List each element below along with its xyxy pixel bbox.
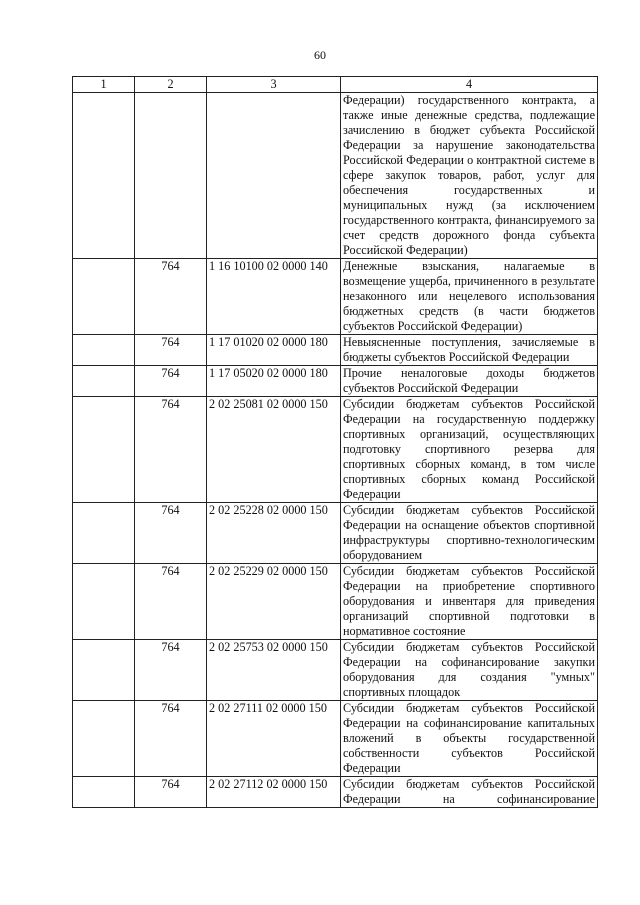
row-cell-income-code: 2 02 25081 02 0000 150 xyxy=(207,397,341,503)
table-row xyxy=(73,503,598,564)
row-cell-income-code: 1 16 10100 02 0000 140 xyxy=(207,259,341,335)
header-col-3: 3 xyxy=(207,77,341,93)
row-cell-income-code: 2 02 25229 02 0000 150 xyxy=(207,564,341,640)
row-cell-income-code xyxy=(207,93,341,259)
row-cell-description: Прочие неналоговые доходы бюджетов субъектов Российской Федерации xyxy=(341,366,598,397)
row-cell-admin-code: 764 xyxy=(135,259,207,335)
row-cell-description: Федерации) государственного контракта, а также иные денежные средства, подлежащие зачислению в бюджет субъекта Российской Федерации за нарушение законодательства Российской Федерации о контрактной системе в сфере закупок товаров, работ, услуг для обеспечения государственных и муниципальных нужд (за исключением государственного контракта, финансируемого за счет средств дорожного фонда субъекта Российской Федерации) xyxy=(341,93,598,259)
table-row xyxy=(73,259,598,335)
row-cell-col1 xyxy=(73,503,135,564)
table-row xyxy=(73,366,598,397)
row-cell-income-code: 2 02 25228 02 0000 150 xyxy=(207,503,341,564)
row-cell-admin-code: 764 xyxy=(135,503,207,564)
row-cell-description: Субсидии бюджетам субъектов Российской Федерации на оснащение объектов спортивной инфраструктуры спортивно-технологическим оборудованием xyxy=(341,503,598,564)
row-cell-admin-code: 764 xyxy=(135,335,207,366)
row-cell-description: Денежные взыскания, налагаемые в возмещение ущерба, причиненного в результате незаконного или нецелевого использования бюджетных средств (в части бюджетов субъектов Российской Федерации) xyxy=(341,259,598,335)
row-cell-admin-code: 764 xyxy=(135,777,207,808)
header-col-2: 2 xyxy=(135,77,207,93)
row-cell-income-code: 2 02 25753 02 0000 150 xyxy=(207,640,341,701)
table-row xyxy=(73,335,598,366)
budget-codes-table xyxy=(72,76,598,808)
page-number: 60 xyxy=(314,48,326,62)
row-cell-admin-code: 764 xyxy=(135,564,207,640)
row-cell-col1 xyxy=(73,397,135,503)
row-cell-col1 xyxy=(73,701,135,777)
row-cell-col1 xyxy=(73,366,135,397)
row-cell-income-code: 2 02 27112 02 0000 150 xyxy=(207,777,341,808)
table-row xyxy=(73,777,598,808)
row-cell-income-code: 1 17 05020 02 0000 180 xyxy=(207,366,341,397)
table-row xyxy=(73,701,598,777)
row-cell-col1 xyxy=(73,335,135,366)
table-header-row xyxy=(73,77,598,93)
row-cell-admin-code: 764 xyxy=(135,640,207,701)
header-col-4: 4 xyxy=(341,77,598,93)
row-cell-description: Невыясненные поступления, зачисляемые в бюджеты субъектов Российской Федерации xyxy=(341,335,598,366)
header-col-1: 1 xyxy=(73,77,135,93)
row-cell-income-code: 2 02 27111 02 0000 150 xyxy=(207,701,341,777)
table-row xyxy=(73,640,598,701)
row-cell-col1 xyxy=(73,259,135,335)
row-cell-description: Субсидии бюджетам субъектов Российской Федерации на приобретение спортивного оборудования и инвентаря для приведения организаций спортивной подготовки в нормативное состояние xyxy=(341,564,598,640)
table-row xyxy=(73,93,598,259)
row-cell-income-code: 1 17 01020 02 0000 180 xyxy=(207,335,341,366)
row-cell-admin-code: 764 xyxy=(135,397,207,503)
row-cell-col1 xyxy=(73,777,135,808)
row-cell-col1 xyxy=(73,564,135,640)
row-cell-col1 xyxy=(73,93,135,259)
row-cell-col1 xyxy=(73,640,135,701)
table-row xyxy=(73,397,598,503)
row-cell-description: Субсидии бюджетам субъектов Российской Федерации на софинансирование капитальных вложений в объекты государственной собственности субъектов Российской Федерации xyxy=(341,701,598,777)
row-cell-admin-code xyxy=(135,93,207,259)
row-cell-description: Субсидии бюджетам субъектов Российской Федерации на софинансирование закупки оборудования для создания "умных" спортивных площадок xyxy=(341,640,598,701)
row-cell-admin-code: 764 xyxy=(135,701,207,777)
row-cell-description: Субсидии бюджетам субъектов Российской Федерации на государственную поддержку спортивных организаций, осуществляющих подготовку спортивного резерва для спортивных сборных команд, в том числе спортивных сборных команд Российской Федерации xyxy=(341,397,598,503)
table-row xyxy=(73,564,598,640)
row-cell-description: Субсидии бюджетам субъектов Российской Федерации на софинансирование xyxy=(341,777,598,808)
row-cell-admin-code: 764 xyxy=(135,366,207,397)
